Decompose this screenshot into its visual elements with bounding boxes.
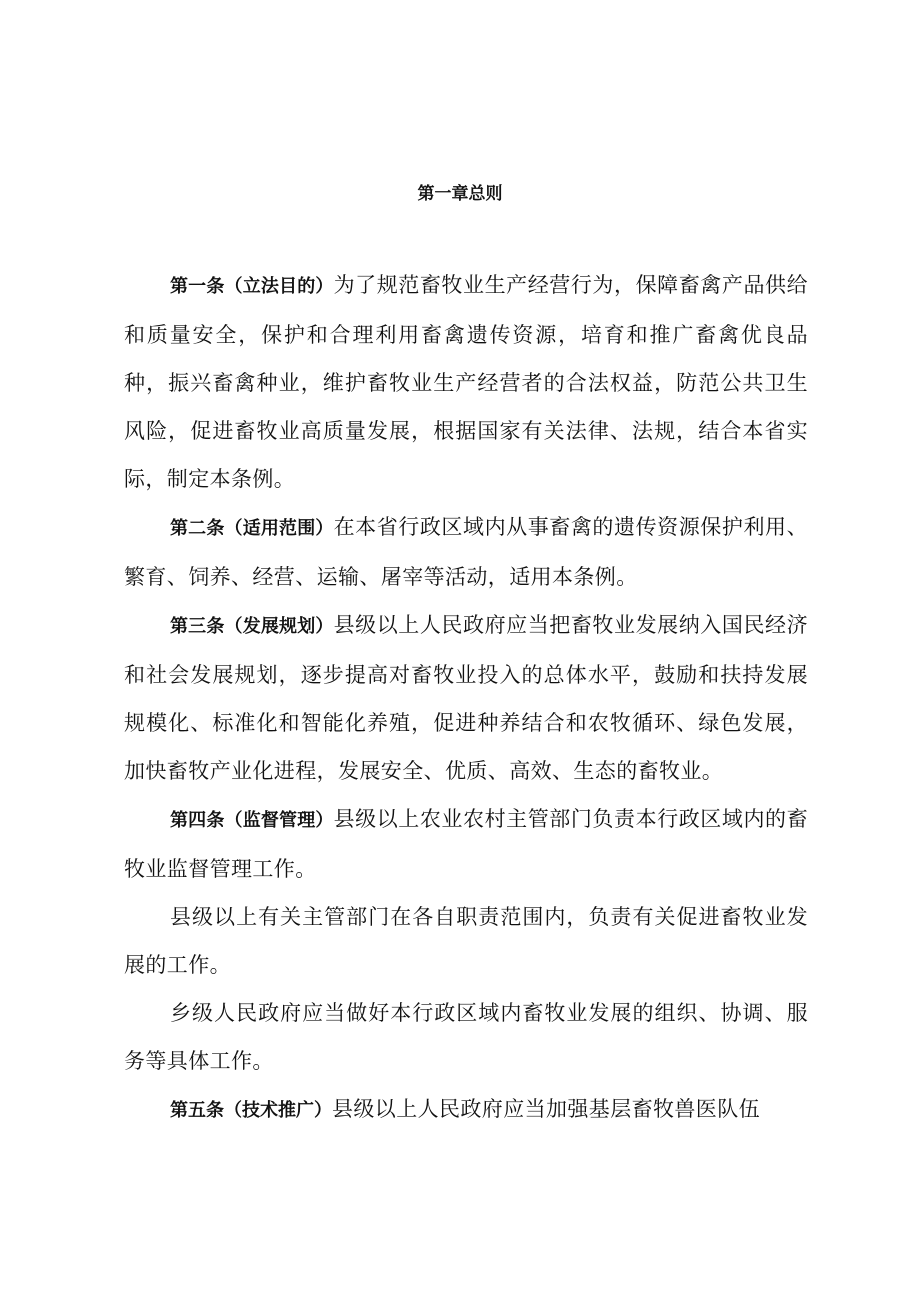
article-text: 为了规范畜牧业生产经营行为，保障畜禽产品供给和质量安全，保护和合理利用畜禽遗传资源，培育和推广畜禽优良品种，振兴畜禽种业，维护畜牧业生产经营者的合法权益，防范公共卫生风险，促进畜牧业高质量发展，根据国家有关法律、法规，结合本省实际，制定本条例。 bbox=[124, 273, 808, 491]
article-heading: 第五条（技术推广） bbox=[170, 1100, 332, 1121]
article-4 bbox=[124, 795, 808, 893]
article-heading: 第三条（发展规划） bbox=[170, 616, 334, 637]
document-body bbox=[124, 261, 808, 1135]
article-text: 县级以上人民政府应当把畜牧业发展纳入国民经济和社会发展规划，逐步提高对畜牧业投入的总体水平，鼓励和扶持发展规模化、标准化和智能化养殖，促进种养结合和农牧循环、绿色发展，加快畜牧产业化进程，发展安全、优质、高效、生态的畜牧业。 bbox=[124, 613, 808, 783]
chapter-title: 第一章总则 bbox=[417, 184, 503, 204]
article-text: 县级以上农业农村主管部门负责本行政区域内的畜牧业监督管理工作。 bbox=[124, 807, 808, 881]
article-3 bbox=[124, 601, 808, 795]
article-text: 县级以上人民政府应当加强基层畜牧兽医队伍 bbox=[332, 1097, 760, 1121]
article-2 bbox=[124, 503, 808, 601]
article-1 bbox=[124, 261, 808, 503]
article-text: 在本省行政区域内从事畜禽的遗传资源保护利用、繁育、饲养、经营、运输、屠宰等活动，适用本条例。 bbox=[124, 515, 808, 589]
article-heading: 第二条（适用范围） bbox=[170, 518, 334, 539]
article-5 bbox=[124, 1085, 808, 1135]
article-4-paragraph-2: 县级以上有关主管部门在各自职责范围内，负责有关促进畜牧业发展的工作。 bbox=[124, 905, 808, 977]
article-heading: 第四条（监督管理） bbox=[170, 810, 334, 831]
article-heading: 第一条（立法目的） bbox=[170, 276, 334, 297]
article-4-paragraph-3: 乡级人民政府应当做好本行政区域内畜牧业发展的组织、协调、服务等具体工作。 bbox=[124, 1001, 808, 1073]
